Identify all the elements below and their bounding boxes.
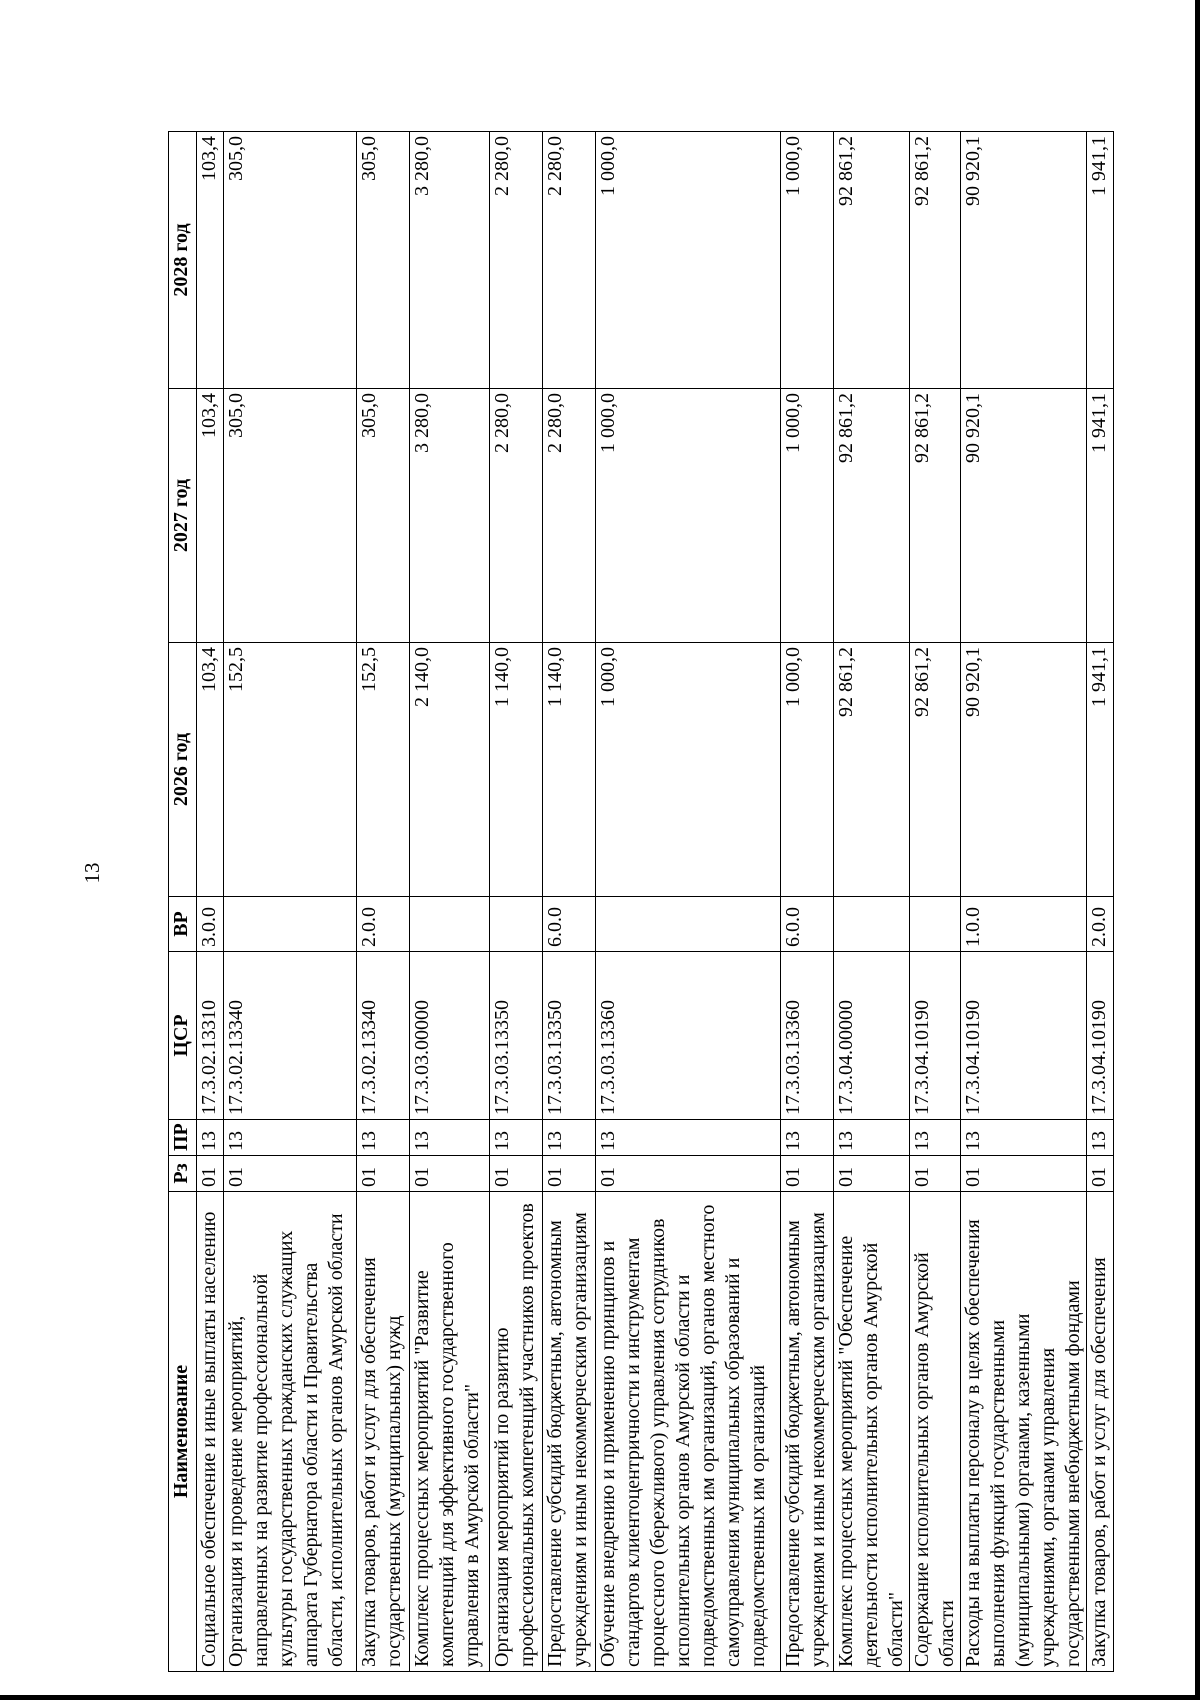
row-rz: 01: [834, 1156, 910, 1192]
row-csr: 17.3.03.13350: [543, 952, 596, 1120]
header-2026: 2026 год: [169, 643, 197, 897]
row-2028: 2 280,0: [543, 132, 596, 389]
row-2027: 305,0: [357, 389, 410, 643]
row-name: Комплекс процессных мероприятий "Развитие компетенций для эффективного государственного управления в Амурской области": [410, 1192, 490, 1672]
row-vr: [834, 897, 910, 952]
header-2028: 2028 год: [169, 132, 197, 389]
row-2028: 1 000,0: [596, 132, 781, 389]
row-rz: 01: [961, 1156, 1087, 1192]
scan-edge-bottom: [0, 1695, 1200, 1700]
row-rz: 01: [781, 1156, 834, 1192]
row-2027: 1 941,1: [1087, 389, 1114, 643]
table-row: [490, 132, 543, 1672]
row-pr: 13: [543, 1120, 596, 1156]
row-csr: 17.3.03.13360: [596, 952, 781, 1120]
row-pr: 13: [961, 1120, 1087, 1156]
table-row: [410, 132, 490, 1672]
row-rz: 01: [490, 1156, 543, 1192]
row-vr: [490, 897, 543, 952]
row-name: Предоставление субсидий бюджетным, автономным учреждениям и иным некоммерческим организациям: [781, 1192, 834, 1672]
row-csr: 17.3.04.10190: [1087, 952, 1114, 1120]
row-2028: 305,0: [357, 132, 410, 389]
table-row: [910, 132, 961, 1672]
row-csr: 17.3.03.13350: [490, 952, 543, 1120]
row-csr: 17.3.03.00000: [410, 952, 490, 1120]
header-pr: ПР: [169, 1120, 197, 1156]
row-2027: 1 000,0: [596, 389, 781, 643]
table-row: [357, 132, 410, 1672]
row-2027: 2 280,0: [543, 389, 596, 643]
row-pr: 13: [1087, 1120, 1114, 1156]
row-2027: 305,0: [224, 389, 357, 643]
row-csr: 17.3.02.13340: [357, 952, 410, 1120]
table-row: [197, 132, 224, 1672]
row-vr: [224, 897, 357, 952]
row-name: Расходы на выплаты персоналу в целях обеспечения выполнения функций государственными (муниципальными) органами, казенными учреждениями, органами управления государственными внебюджетными фондами: [961, 1192, 1087, 1672]
row-2027: 2 280,0: [490, 389, 543, 643]
header-csr: ЦСР: [169, 952, 197, 1120]
row-2026: 90 920,1: [961, 643, 1087, 897]
header-name: Наименование: [169, 1192, 197, 1672]
row-name: Социальное обеспечение и иные выплаты населению: [197, 1192, 224, 1672]
row-pr: 13: [410, 1120, 490, 1156]
row-csr: 17.3.04.10190: [910, 952, 961, 1120]
budget-table-container: [168, 132, 1200, 1672]
row-vr: 3.0.0: [197, 897, 224, 952]
row-pr: 13: [910, 1120, 961, 1156]
row-name: Организация мероприятий по развитию профессиональных компетенций участников проектов: [490, 1192, 543, 1672]
row-vr: 2.0.0: [357, 897, 410, 952]
row-2026: 1 140,0: [490, 643, 543, 897]
row-rz: 01: [543, 1156, 596, 1192]
row-2026: 1 140,0: [543, 643, 596, 897]
row-vr: [596, 897, 781, 952]
row-2026: 152,5: [357, 643, 410, 897]
row-2028: 90 920,1: [961, 132, 1087, 389]
row-rz: 01: [910, 1156, 961, 1192]
row-2028: 305,0: [224, 132, 357, 389]
row-2027: 1 000,0: [781, 389, 834, 643]
row-2027: 103,4: [197, 389, 224, 643]
row-rz: 01: [224, 1156, 357, 1192]
table-row: [834, 132, 910, 1672]
row-vr: 1.0.0: [961, 897, 1087, 952]
row-pr: 13: [596, 1120, 781, 1156]
row-2026: 92 861,2: [910, 643, 961, 897]
row-2027: 92 861,2: [910, 389, 961, 643]
row-2026: 1 941,1: [1087, 643, 1114, 897]
row-2026: 152,5: [224, 643, 357, 897]
table-row: [961, 132, 1087, 1672]
row-vr: 2.0.0: [1087, 897, 1114, 952]
row-pr: 13: [224, 1120, 357, 1156]
row-2028: 1 941,1: [1087, 132, 1114, 389]
row-name: Организация и проведение мероприятий, направленных на развитие профессиональной культуры государственных гражданских служащих аппарата Губернатора области и Правительства области, исполнительных органов Амурской области: [224, 1192, 357, 1672]
row-pr: 13: [834, 1120, 910, 1156]
row-name: Содержание исполнительных органов Амурской области: [910, 1192, 961, 1672]
row-name: Закупка товаров, работ и услуг для обеспечения государственных (муниципальных) нужд: [357, 1192, 410, 1672]
table-row: [1087, 132, 1114, 1672]
row-rz: 01: [596, 1156, 781, 1192]
row-2026: 1 000,0: [596, 643, 781, 897]
row-csr: 17.3.02.13340: [224, 952, 357, 1120]
header-2027: 2027 год: [169, 389, 197, 643]
row-2027: 3 280,0: [410, 389, 490, 643]
row-2026: 92 861,2: [834, 643, 910, 897]
row-rz: 01: [1087, 1156, 1114, 1192]
row-pr: 13: [490, 1120, 543, 1156]
row-csr: 17.3.04.10190: [961, 952, 1087, 1120]
row-csr: 17.3.02.13310: [197, 952, 224, 1120]
row-pr: 13: [781, 1120, 834, 1156]
header-vr: ВР: [169, 897, 197, 952]
row-name: Закупка товаров, работ и услуг для обеспечения: [1087, 1192, 1114, 1672]
table-row: [781, 132, 834, 1672]
row-2028: 1 000,0: [781, 132, 834, 389]
page-number: 13: [80, 862, 104, 884]
row-2026: 103,4: [197, 643, 224, 897]
table-row: [596, 132, 781, 1672]
row-csr: 17.3.03.13360: [781, 952, 834, 1120]
row-name: Комплекс процессных мероприятий "Обеспечение деятельности исполнительных органов Амурской области": [834, 1192, 910, 1672]
row-csr: 17.3.04.00000: [834, 952, 910, 1120]
row-vr: 6.0.0: [781, 897, 834, 952]
row-name: Обучение внедрению и применению принципов и стандартов клиентоцентричности и инструментам процессного (бережливого) управления сотрудников исполнительных органов Амурской области и подведомственных им организаций, органов местного самоуправления муниципальных образований и подведомственных им организаций: [596, 1192, 781, 1672]
row-vr: [410, 897, 490, 952]
row-name: Предоставление субсидий бюджетным, автономным учреждениям и иным некоммерческим организациям: [543, 1192, 596, 1672]
row-2026: 2 140,0: [410, 643, 490, 897]
table-header-row: [169, 132, 197, 1672]
table-row: [224, 132, 357, 1672]
row-vr: 6.0.0: [543, 897, 596, 952]
row-pr: 13: [357, 1120, 410, 1156]
table-row: [543, 132, 596, 1672]
row-2028: 2 280,0: [490, 132, 543, 389]
row-rz: 01: [357, 1156, 410, 1192]
row-2027: 92 861,2: [834, 389, 910, 643]
row-2028: 92 861,2: [910, 132, 961, 389]
row-rz: 01: [410, 1156, 490, 1192]
header-rz: Рз: [169, 1156, 197, 1192]
row-2027: 90 920,1: [961, 389, 1087, 643]
row-2028: 92 861,2: [834, 132, 910, 389]
row-vr: [910, 897, 961, 952]
row-2028: 3 280,0: [410, 132, 490, 389]
row-2028: 103,4: [197, 132, 224, 389]
row-pr: 13: [197, 1120, 224, 1156]
row-2026: 1 000,0: [781, 643, 834, 897]
budget-table: [168, 131, 1114, 1672]
row-rz: 01: [197, 1156, 224, 1192]
